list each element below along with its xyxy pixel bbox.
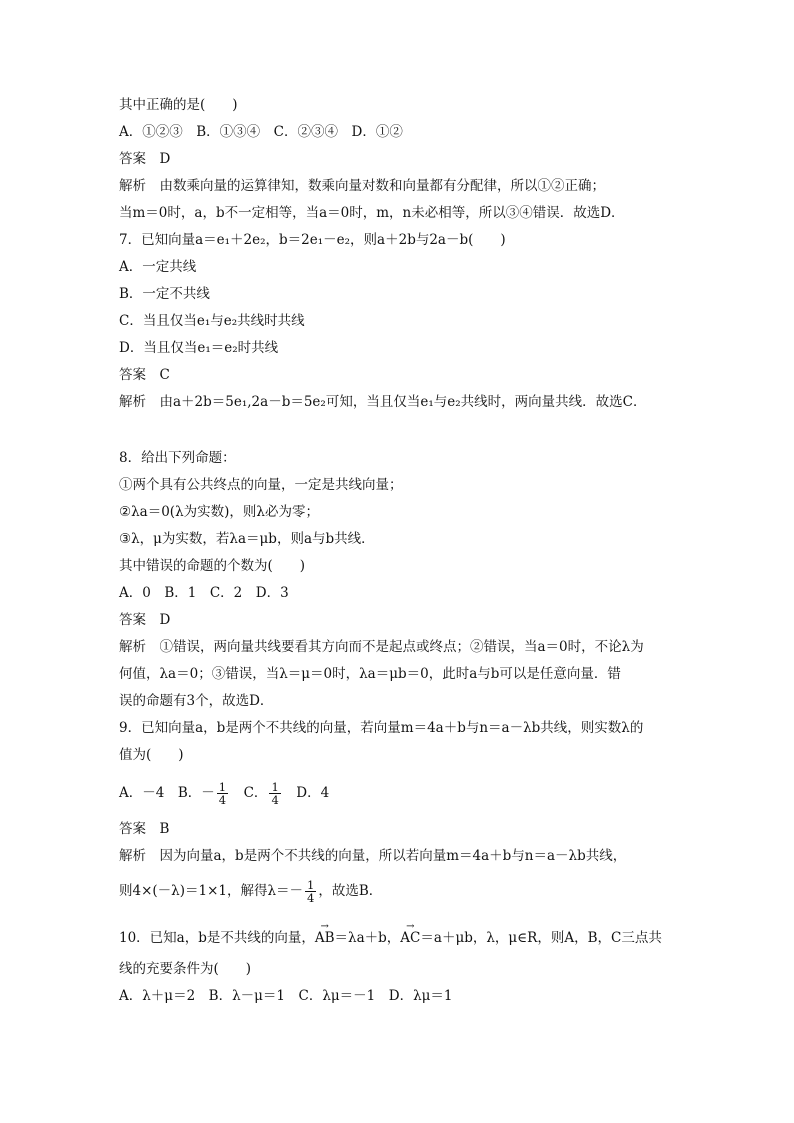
numerator: 1: [218, 780, 227, 794]
answer-line: 答案 D: [119, 151, 171, 167]
question-text: ＝λa＋b，: [334, 930, 401, 946]
question-10: [119, 929, 662, 947]
fraction: [217, 781, 228, 806]
solution-line: 解析 由a＋2b＝5e₁,2a－b＝5e₂可知，当且仅当e₁与e₂共线时，两向量共线．故选C．: [119, 394, 647, 410]
answer-options: A．0 B．1 C．2 D．3: [119, 585, 289, 601]
proposition-3: ③λ，μ为实数，若λa＝μb，则a与b共线．: [119, 531, 375, 547]
option-text: D．4: [282, 785, 330, 801]
answer-options: A．λ＋μ＝2 B．λ－μ＝1 C．λμ＝－1 D．λμ＝1: [119, 988, 453, 1004]
question-text: ＝a＋μb，λ，μ∈R，则A，B，C三点共: [420, 930, 662, 946]
question-7: 7．已知向量a＝e₁＋2e₂，b＝2e₁－e₂，则a＋2b与2a－b( ): [119, 232, 506, 248]
vector-ab: → AB: [315, 929, 335, 947]
proposition-1: ①两个具有公共终点的向量，一定是共线向量；: [119, 477, 403, 493]
text-line: 值为( ): [119, 747, 184, 763]
answer-options: A．①②③ B．①③④ C．②③④ D．①②: [119, 124, 403, 140]
answer-line: 答案 D: [119, 612, 171, 628]
text-line: 线的充要条件为( ): [119, 961, 252, 977]
option-c: C．当且仅当e₁与e₂共线时共线: [119, 313, 305, 329]
answer-line: 答案 C: [119, 367, 170, 383]
question-9: 9．已知向量a，b是两个不共线的向量，若向量m＝4a＋b与n＝a－λb共线，则实数λ的: [119, 720, 644, 736]
text-line: 其中正确的是( ): [119, 97, 238, 113]
numerator: 1: [271, 780, 279, 794]
option-text: C．: [230, 785, 268, 801]
option-a: A．一定共线: [119, 259, 197, 275]
solution-line: 当m＝0时，a，b不一定相等，当a＝0时，m，n未必相等，所以③④错误．故选D．: [119, 205, 625, 221]
denominator: 4: [271, 793, 279, 807]
solution-line: 解析 因为向量a，b是两个不共线的向量，所以若向量m＝4a＋b与n＝a－λb共线，: [119, 848, 627, 864]
option-d: D．当且仅当e₁＝e₂时共线: [119, 340, 279, 356]
denominator: 4: [218, 793, 227, 807]
solution-text: 则4×(－λ)＝1×1，解得λ＝－: [119, 883, 304, 899]
denominator: 4: [307, 891, 315, 905]
option-b: B．一定不共线: [119, 286, 210, 302]
solution-line: [119, 879, 382, 904]
question-8: 8．给出下列命题：: [119, 450, 236, 466]
solution-line: 何值，λa＝0；③错误，当λ＝μ＝0时，λa＝μb＝0，此时a与b可以是任意向量．错: [119, 666, 621, 682]
proposition-2: ②λa＝0(λ为实数)，则λ必为零；: [119, 504, 319, 520]
answer-options: [119, 781, 329, 806]
solution-line: 解析 由数乘向量的运算律知，数乘向量对数和向量都有分配律，所以①②正确；: [119, 178, 605, 194]
vector-ac: → AC: [400, 929, 420, 947]
question-text: 10．已知a，b是不共线的向量，: [119, 930, 315, 946]
solution-line: 误的命题有3个，故选D．: [119, 693, 274, 709]
solution-line: 解析 ①错误，两向量共线要看其方向而不是起点或终点；②错误，当a＝0时，不论λ为: [119, 639, 644, 655]
answer-line: 答案 B: [119, 821, 170, 837]
fraction: [305, 879, 316, 904]
numerator: 1: [307, 878, 315, 892]
solution-text: ，故选B．: [318, 883, 383, 899]
option-text: A．－4 B．－: [119, 785, 215, 801]
fraction: [269, 781, 280, 806]
text-line: 其中错误的命题的个数为( ): [119, 558, 306, 574]
